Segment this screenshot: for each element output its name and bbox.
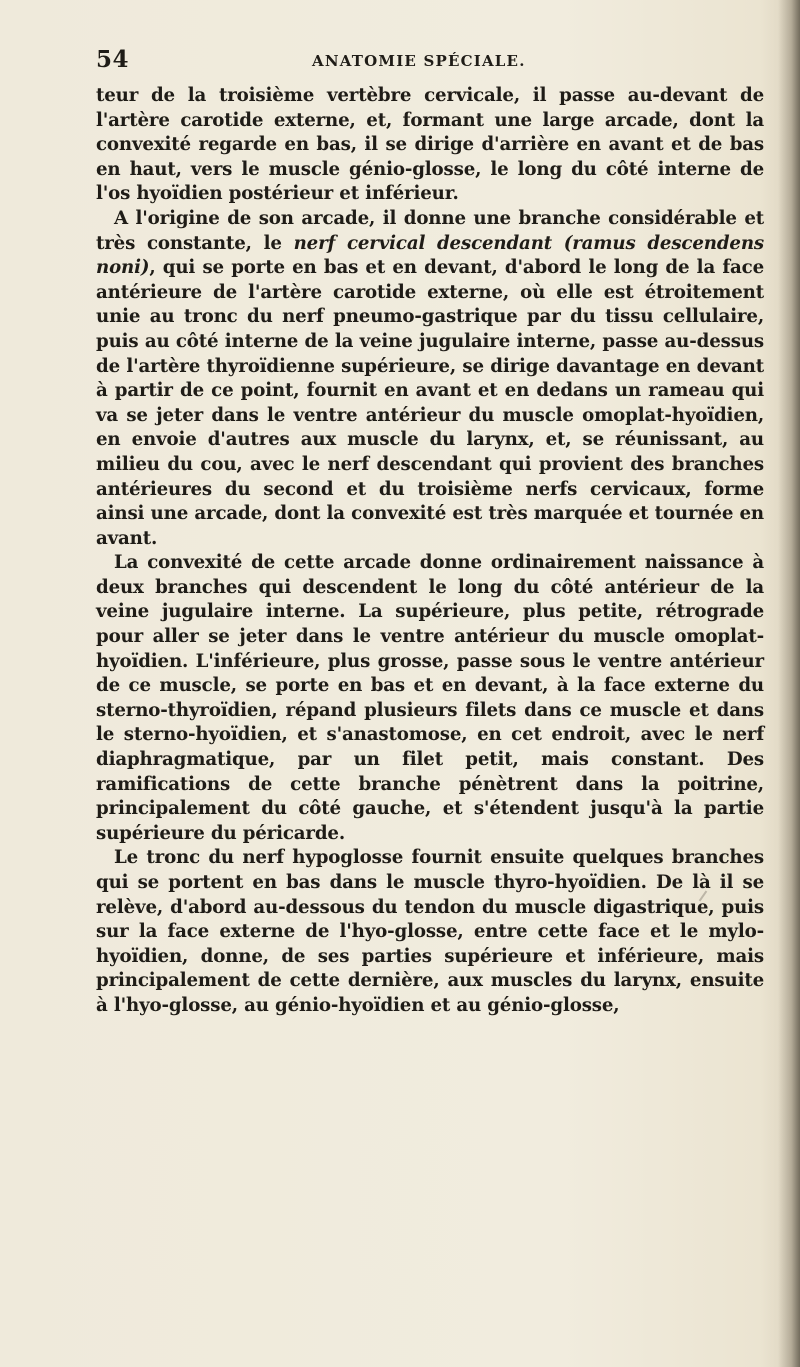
italic-term: nerf cervical descendant (ramus descendens noni) (96, 232, 764, 279)
paragraph-nerf-cervical (96, 207, 764, 551)
paragraph-arcade-convexity: La convexité de cette arcade donne ordinairement naissance à deux branches qui descendent le long du côté antérieur de la veine jugulaire interne. La supérieure, plus petite, rétrograde pour aller se jeter dans le ventre antérieur du muscle omoplat-hyoïdien. L'inférieure, plus grosse, passe sous le ventre antérieur de ce muscle, se porte en bas et en devant, à la face externe du sterno-thyroïdien, répand plusieurs filets dans ce muscle et dans le sterno-hyoïdien, et s'anastomose, en cet endroit, avec le nerf diaphragmatique, par un filet petit, mais constant. Des ramifications de cette branche pénètrent dans la poitrine, principalement du côté gauche, et s'étendent jusqu'à la partie supérieure du péricarde. (96, 552, 764, 844)
paragraph-text-before: A l'origine de son arcade, il donne une branche considérable et très constante, le (96, 207, 764, 254)
body-text (96, 84, 764, 1019)
page-header (96, 46, 756, 76)
paragraph-text-after: , qui se porte en bas et en devant, d'abord le long de la face antérieure de l'artère carotide externe, où elle est étroitement unie au tronc du nerf pneumo-gastrique par du tissu cellulaire, puis au côté interne de la veine jugulaire interne, passe au-dessus de l'artère thyroïdienne supérieure, se dirige davantage en devant à partir de ce point, fournit en avant et en dedans un rameau qui va se jeter dans le ventre antérieur du muscle omoplat-hyoïdien, en envoie d'autres aux muscle du larynx, et, se réunissant, au milieu du cou, avec le nerf descendant qui provient des branches antérieures du second et du troisième nerfs cervicaux, forme ainsi une arcade, dont la convexité est très marquée et tournée en avant. (96, 257, 764, 549)
page-edge-shadow (778, 0, 800, 1367)
paragraph-hypoglosse-trunk: Le tronc du nerf hypoglosse fournit ensuite quelques branches qui se portent en bas dans le muscle thyro-hyoïdien. De là il se relève, d'abord au-dessous du tendon du muscle digastrique, puis sur la face externe de l'hyo-glosse, entre cette face et le mylo-hyoïdien, donne, de ses parties supérieure et inférieure, mais principalement de cette dernière, aux muscles du larynx, ensuite à l'hyo-glosse, au génio-hyoïdien et au génio-glosse, (96, 847, 764, 1016)
running-head: ANATOMIE SPÉCIALE. (312, 52, 526, 70)
page-number: 54 (96, 46, 130, 73)
paragraph-continuation: teur de la troisième vertèbre cervicale, il passe au-devant de l'artère carotide externe, et, formant une large arcade, dont la convexité regarde en bas, il se dirige d'arrière en avant et de bas en haut, vers le muscle génio-glosse, le long du côté interne de l'os hyoïdien postérieur et inférieur. (96, 85, 764, 205)
